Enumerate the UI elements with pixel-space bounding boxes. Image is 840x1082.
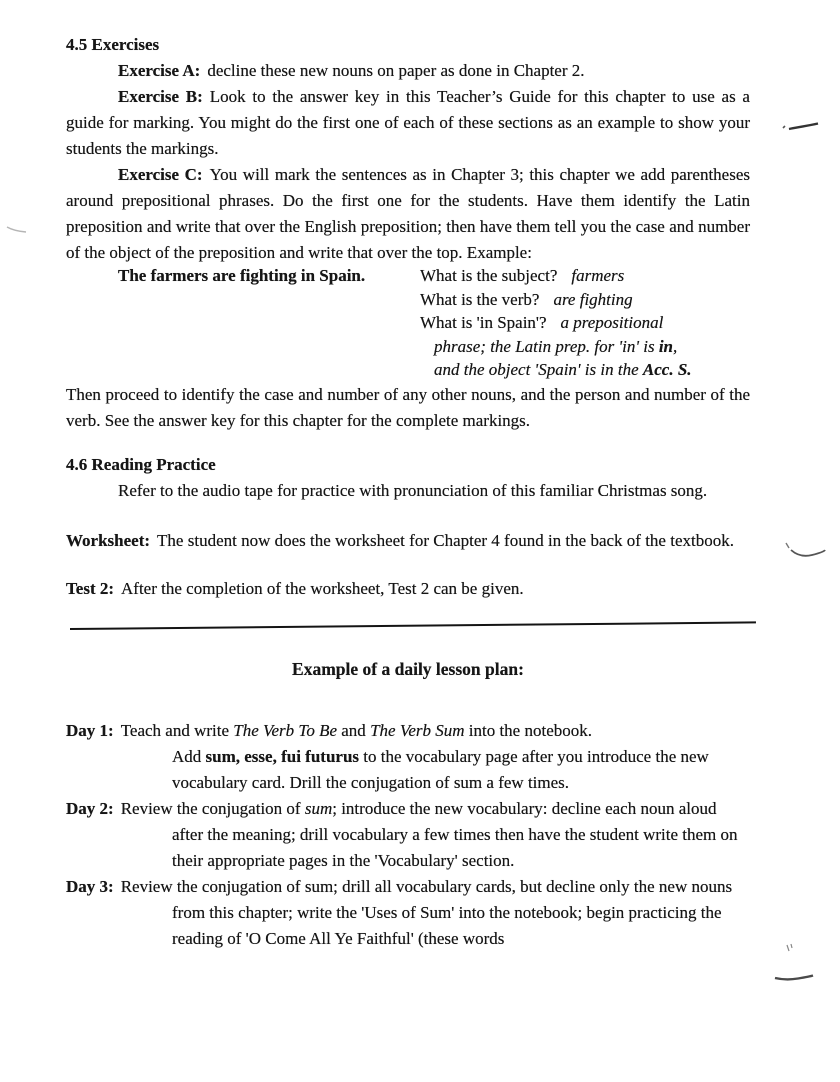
day-2-seg3: ; introduce the new vocabulary: decline each noun aloud after the meaning; drill vocabulary a few times then have the student write them on their appropriate pages in the 'Vocabulary' section. bbox=[172, 798, 738, 870]
scan-artifact-apostrophe-right bbox=[782, 942, 798, 956]
answer-cont1-comma: , bbox=[673, 336, 678, 356]
exercise-a-text: decline these new nouns on paper as done in Chapter 2. bbox=[207, 61, 585, 80]
day-3-item bbox=[66, 874, 750, 952]
answer-phrase-continuation-2 bbox=[420, 358, 750, 382]
worksheet-paragraph bbox=[66, 528, 750, 554]
exercise-b-paragraph bbox=[66, 84, 750, 162]
section-4-5-heading: 4.5 Exercises bbox=[66, 35, 160, 54]
day-1-title-verb-sum: The Verb Sum bbox=[370, 720, 465, 740]
answer-subject: farmers bbox=[571, 266, 625, 285]
answer-cont2-text: and the object 'Spain' is in the bbox=[434, 360, 643, 379]
answer-phrase-continuation-1 bbox=[420, 335, 750, 359]
exercise-a-label: Exercise A: bbox=[118, 61, 201, 80]
answer-cont1-latin-word: in bbox=[658, 336, 673, 356]
day-1-item bbox=[66, 718, 750, 796]
answer-cont1-text: phrase; the Latin prep. for 'in' is bbox=[434, 336, 659, 356]
question-phrase: What is 'in Spain'? bbox=[420, 313, 547, 332]
page-content bbox=[66, 32, 750, 952]
day-1-seg3: and bbox=[337, 720, 371, 740]
exercise-b-text: Look to the answer key in this Teacher’s Guide for this chapter to use as a guide for marking. You might do the first one of each of these sections as an example to show your students the markings. bbox=[66, 87, 750, 158]
day-2-sum-word: sum bbox=[304, 798, 333, 818]
example-questions bbox=[420, 264, 750, 382]
section-4-5-closing-paragraph: Then proceed to identify the case and number of any other nouns, and the person and number of the verb. See the answer key for this chapter for the complete markings. bbox=[66, 384, 750, 430]
day-1-title-verb-to-be: The Verb To Be bbox=[233, 720, 338, 740]
test-2-paragraph bbox=[66, 576, 750, 602]
scan-artifact-swoosh-right-bottom bbox=[772, 968, 816, 984]
horizontal-divider-rule bbox=[70, 621, 756, 630]
exercise-c-paragraph bbox=[66, 162, 750, 266]
example-block bbox=[118, 264, 750, 382]
scan-artifact-tick-left bbox=[4, 222, 30, 238]
day-1-line2-seg3: to the vocabulary page after you introduce the new vocabulary card. Drill the conjugation of sum a few times. bbox=[172, 746, 709, 792]
day-1-vocab-words: sum, esse, fui futurus bbox=[205, 746, 360, 766]
day-3-label: Day 3: bbox=[66, 876, 114, 896]
qa-line-verb bbox=[420, 288, 750, 312]
answer-phrase: a prepositional bbox=[560, 313, 664, 332]
day-1-line2-seg1: Add bbox=[172, 746, 206, 766]
answer-verb: are fighting bbox=[553, 289, 633, 309]
lesson-plan-heading: Example of a daily lesson plan: bbox=[292, 658, 524, 679]
day-3-text: Review the conjugation of sum; drill all vocabulary cards, but decline only the new nouns from this chapter; write the 'Uses of Sum' into the notebook; begin practicing the reading of 'O Come All Ye Faithful' (these words bbox=[120, 876, 733, 948]
exercise-c-text: You will mark the sentences as in Chapter 3; this chapter we add parentheses around prepositional phrases. Do the first one for the students. Have them identify the Latin preposition and write that over the English preposition; then have them tell you the case and number of the object of the preposition and write that over the top. Example: bbox=[66, 165, 750, 262]
qa-line-subject bbox=[420, 264, 750, 288]
scan-artifact-dash-right-top bbox=[780, 118, 822, 138]
section-4-6-paragraph: Refer to the audio tape for practice with pronunciation of this familiar Christmas song. bbox=[118, 480, 708, 500]
exercise-b-label: Exercise B: bbox=[118, 87, 203, 106]
day-2-item bbox=[66, 796, 750, 874]
test-2-text: After the completion of the worksheet, Test 2 can be given. bbox=[121, 578, 524, 598]
example-sentence: The farmers are fighting in Spain. bbox=[118, 266, 366, 285]
day-2-label: Day 2: bbox=[66, 798, 114, 818]
day-1-label: Day 1: bbox=[66, 720, 114, 740]
qa-line-phrase bbox=[420, 311, 750, 335]
day-1-seg1: Teach and write bbox=[120, 720, 234, 740]
day-1-seg5: into the notebook. bbox=[464, 720, 592, 740]
test-2-label: Test 2: bbox=[66, 578, 115, 598]
question-subject: What is the subject? bbox=[420, 266, 558, 285]
daily-lesson-plan-list bbox=[66, 718, 750, 952]
worksheet-text: The student now does the worksheet for Chapter 4 found in the back of the textbook. bbox=[157, 530, 734, 550]
exercise-c-label: Exercise C: bbox=[118, 165, 203, 184]
section-4-6-heading: 4.6 Reading Practice bbox=[66, 454, 216, 474]
day-2-seg1: Review the conjugation of bbox=[120, 798, 305, 818]
worksheet-label: Worksheet: bbox=[66, 530, 151, 550]
exercise-a-paragraph bbox=[66, 58, 750, 84]
answer-cont2-case: Acc. S. bbox=[642, 360, 692, 379]
question-verb: What is the verb? bbox=[420, 289, 540, 309]
scan-artifact-curve-right-middle bbox=[782, 538, 828, 564]
